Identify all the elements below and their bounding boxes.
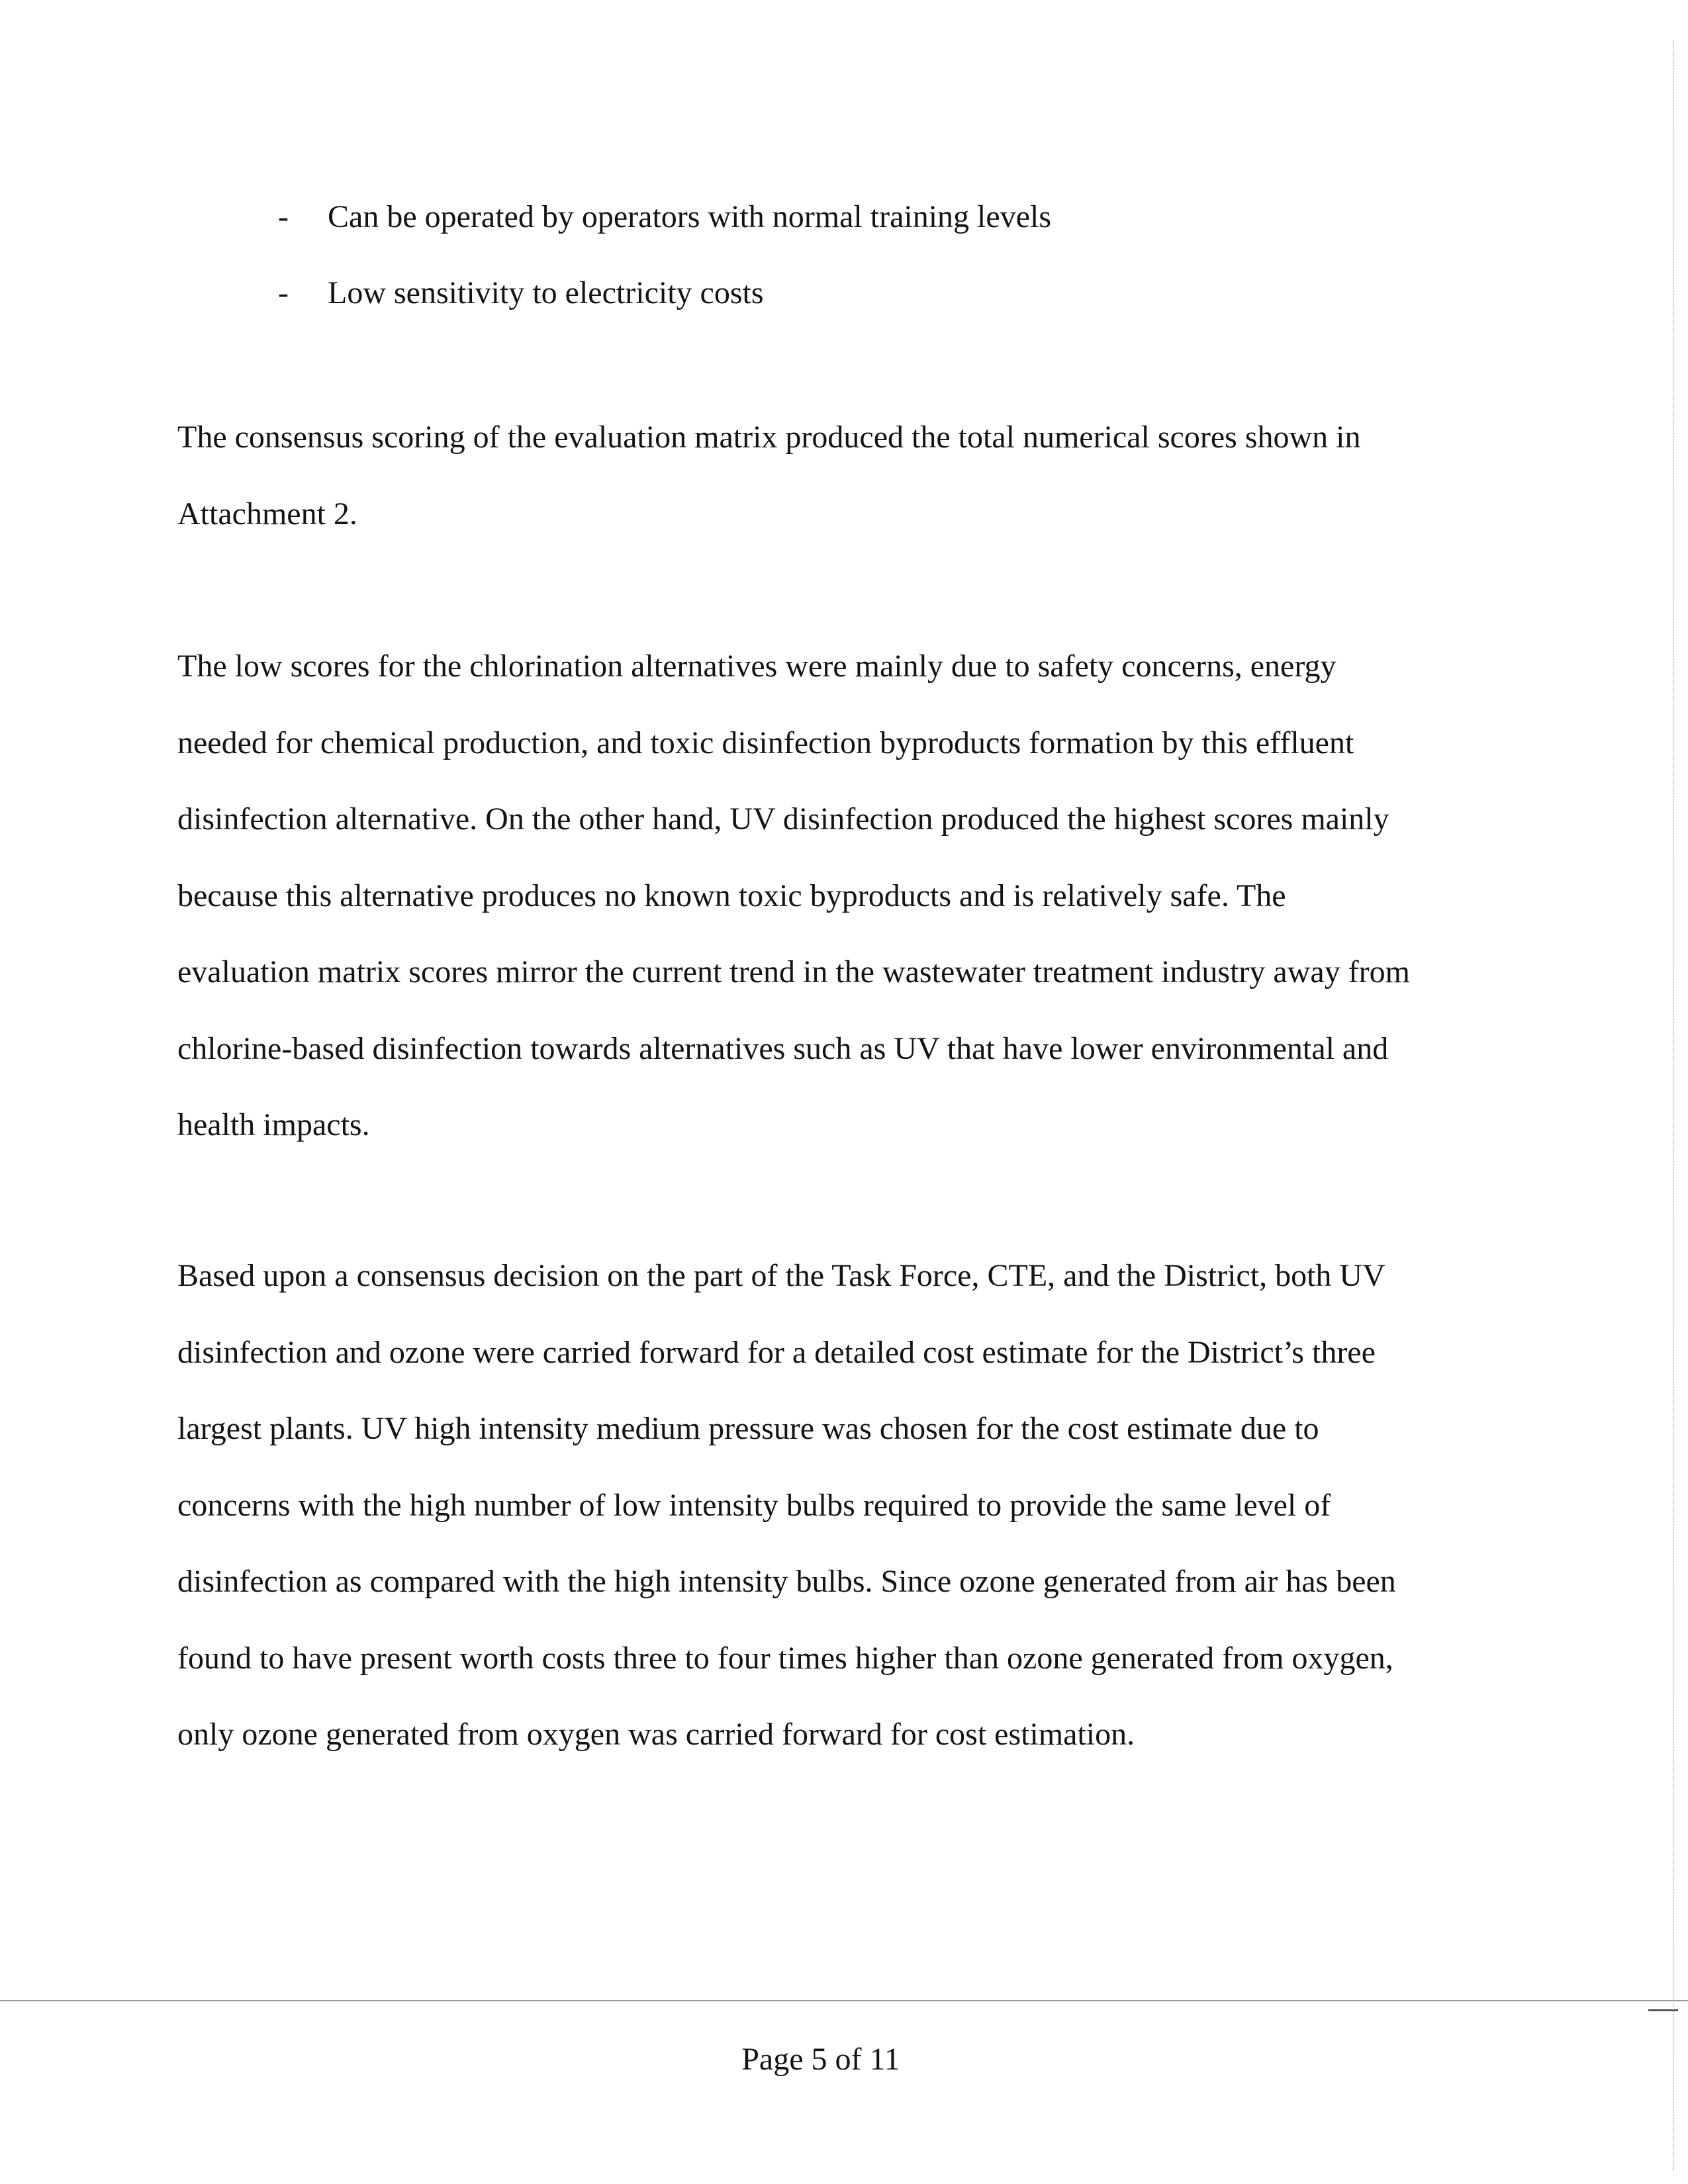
footer-divider bbox=[0, 2000, 1688, 2001]
bullet-dash: - bbox=[278, 275, 289, 310]
paragraph-line: because this alternative produces no known toxic byproducts and is relatively safe. The bbox=[177, 878, 1286, 913]
paragraph-line: concerns with the high number of low intensity bulbs required to provide the same level of bbox=[177, 1487, 1331, 1523]
paragraph-line: The low scores for the chlorination alternatives were mainly due to safety concerns, energy bbox=[177, 649, 1336, 684]
scan-edge-line bbox=[1673, 40, 1674, 2171]
paragraph-line: The consensus scoring of the evaluation matrix produced the total numerical scores shown in bbox=[177, 420, 1361, 455]
bullet-dash: - bbox=[278, 199, 289, 234]
bullet-text: Can be operated by operators with normal training levels bbox=[328, 199, 1052, 234]
paragraph-cost-estimate bbox=[177, 1238, 1475, 1773]
paragraph-line: disinfection alternative. On the other hand, UV disinfection produced the highest scores mainly bbox=[177, 801, 1389, 837]
paragraph-consensus-scoring bbox=[177, 399, 1475, 552]
paragraph-line: found to have present worth costs three to four times higher than ozone generated from oxygen, bbox=[177, 1640, 1393, 1676]
paragraph-line: disinfection and ozone were carried forward for a detailed cost estimate for the District’s three bbox=[177, 1334, 1376, 1370]
paragraph-line: needed for chemical production, and toxic disinfection byproducts formation by this effluent bbox=[177, 725, 1354, 760]
paragraph-line: health impacts. bbox=[177, 1107, 370, 1142]
paragraph-line: only ozone generated from oxygen was carried forward for cost estimation. bbox=[177, 1717, 1135, 1752]
paragraph-line: disinfection as compared with the high intensity bulbs. Since ozone generated from air has been bbox=[177, 1564, 1396, 1599]
paragraph-line: largest plants. UV high intensity medium pressure was chosen for the cost estimate due to bbox=[177, 1411, 1319, 1446]
paragraph-line: Attachment 2. bbox=[177, 496, 357, 531]
paragraph-line: Based upon a consensus decision on the part of the Task Force, CTE, and the District, both UV bbox=[177, 1258, 1385, 1293]
paragraph-line: evaluation matrix scores mirror the current trend in the wastewater treatment industry away from bbox=[177, 954, 1410, 989]
paragraph-line: chlorine-based disinfection towards alternatives such as UV that have lower environmental and bbox=[177, 1030, 1389, 1066]
bullet-text: Low sensitivity to electricity costs bbox=[328, 275, 764, 310]
page-number: Page 5 of 11 bbox=[741, 2042, 900, 2077]
paragraph-chlorination-scores bbox=[177, 628, 1475, 1163]
